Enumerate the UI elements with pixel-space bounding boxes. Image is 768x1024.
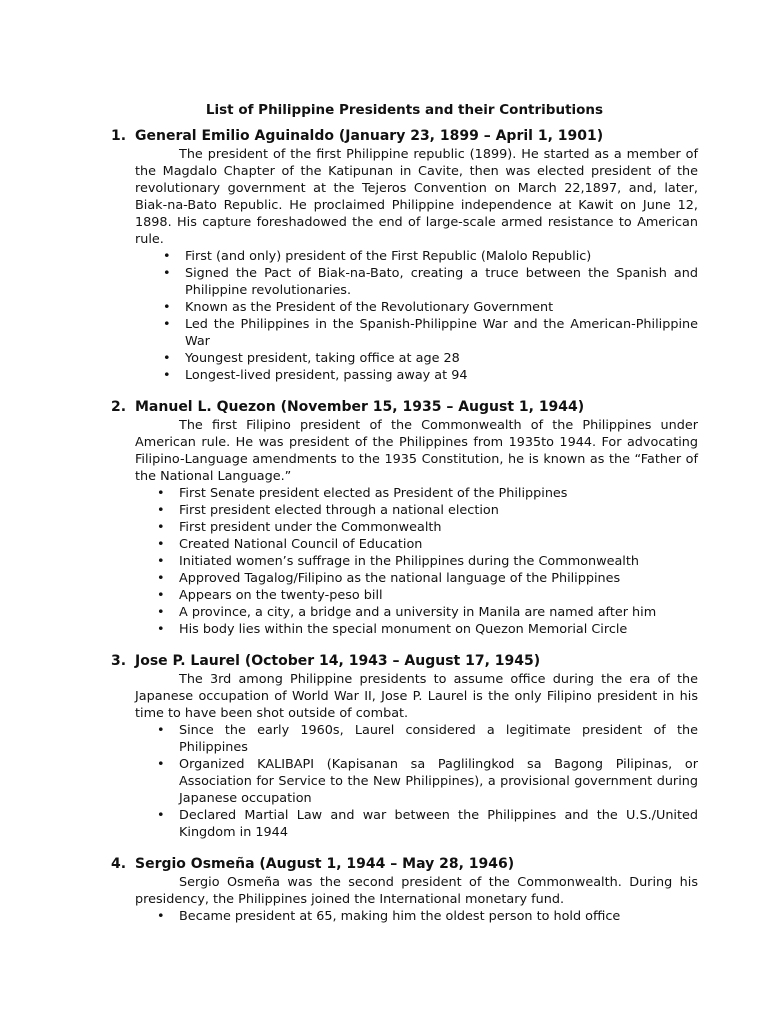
bullet-icon: • (163, 368, 171, 383)
section-number: 4. (111, 856, 127, 872)
section-heading (111, 652, 698, 671)
section-title: Manuel L. Quezon (November 15, 1935 – August 1, 1944) (135, 399, 585, 415)
list-item: • Initiated women’s suffrage in the Philippines during the Commonwealth (157, 554, 639, 569)
section-intro: The president of the first Philippine republic (1899). He started as a member of the Magdalo Chapter of the Katipunan in Cavite, then was elected president of the revolutionary government at the Tejeros Convention on March 22,1897, and, later, Biak-na-Bato Republic. He proclaimed Philippine independence at Kawit on June 12, 1898. His capture foreshadowed the end of large-scale armed resistance to American rule. (135, 147, 698, 247)
list-item: • A province, a city, a bridge and a university in Manila are named after him (157, 605, 657, 620)
list-item: • Approved Tagalog/Filipino as the national language of the Philippines (157, 571, 621, 586)
section-intro: Sergio Osmeña was the second president of the Commonwealth. During his presidency, the Philippines joined the International monetary fund. (135, 875, 698, 907)
bullet-icon: • (157, 909, 165, 924)
bullet-list (135, 485, 698, 638)
bullet-icon: • (157, 622, 165, 637)
section-title: Sergio Osmeña (August 1, 1944 – May 28, 1946) (135, 856, 515, 872)
list-item: • Since the early 1960s, Laurel considered a legitimate president of the Philippines (157, 723, 698, 755)
document-title: List of Philippine Presidents and their Contributions (205, 102, 604, 118)
bullet-icon: • (157, 571, 165, 586)
bullet-icon: • (163, 317, 171, 332)
section-osmena (111, 855, 698, 925)
bullet-icon: • (163, 249, 171, 264)
section-intro: The 3rd among Philippine presidents to assume office during the era of the Japanese occupation of World War II, Jose P. Laurel is the only Filipino president in his time to have been shot outside of combat. (135, 672, 698, 721)
bullet-icon: • (157, 605, 165, 620)
list-item: • Signed the Pact of Biak-na-Bato, creating a truce between the Spanish and Philippine revolutionaries. (163, 266, 698, 298)
list-item: • Led the Philippines in the Spanish-Philippine War and the American-Philippine War (163, 317, 698, 349)
section-number: 1. (111, 128, 127, 144)
section-aguinaldo (111, 127, 698, 384)
bullet-icon: • (157, 808, 165, 823)
bullet-icon: • (157, 723, 165, 738)
bullet-icon: • (157, 486, 165, 501)
list-item: • Created National Council of Education (157, 537, 423, 552)
bullet-list (135, 722, 698, 841)
bullet-icon: • (157, 520, 165, 535)
list-item: • Organized KALIBAPI (Kapisanan sa Paglilingkod sa Bagong Pilipinas, or Association for Service to the New Philippines), a provisional government during Japanese occupation (157, 757, 698, 806)
list-item: • Known as the President of the Revolutionary Government (163, 300, 554, 315)
bullet-icon: • (157, 503, 165, 518)
bullet-icon: • (157, 537, 165, 552)
section-number: 2. (111, 399, 127, 415)
bullet-icon: • (163, 300, 171, 315)
section-heading (111, 855, 698, 874)
bullet-list (135, 248, 698, 384)
list-item: • First Senate president elected as President of the Philippines (157, 486, 568, 501)
section-laurel (111, 652, 698, 841)
section-title: General Emilio Aguinaldo (January 23, 1899 – April 1, 1901) (135, 128, 604, 144)
list-item: • First president elected through a national election (157, 503, 499, 518)
list-item: • Youngest president, taking office at age 28 (163, 351, 460, 366)
bullet-icon: • (157, 554, 165, 569)
section-number: 3. (111, 653, 127, 669)
section-title: Jose P. Laurel (October 14, 1943 – August 17, 1945) (135, 653, 541, 669)
bullet-icon: • (157, 588, 165, 603)
list-item: • Appears on the twenty-peso bill (157, 588, 383, 603)
section-heading (111, 398, 698, 417)
list-item: • Became president at 65, making him the oldest person to hold office (157, 909, 621, 924)
list-item: • Longest-lived president, passing away at 94 (163, 368, 468, 383)
list-item: • Declared Martial Law and war between the Philippines and the U.S./United Kingdom in 1944 (157, 808, 698, 840)
bullet-list (135, 908, 698, 925)
bullet-icon: • (163, 351, 171, 366)
section-quezon (111, 398, 698, 638)
bullet-icon: • (163, 266, 171, 281)
bullet-icon: • (157, 757, 165, 772)
section-heading (111, 127, 698, 146)
section-intro: The first Filipino president of the Commonwealth of the Philippines under American rule. He was president of the Philippines from 1935to 1944. For advocating Filipino-Language amendments to the 1935 Constitution, he is known as the “Father of the National Language.” (135, 418, 698, 484)
list-item: • First (and only) president of the First Republic (Malolo Republic) (163, 249, 592, 264)
list-item: • His body lies within the special monument on Quezon Memorial Circle (157, 622, 628, 637)
list-item: • First president under the Commonwealth (157, 520, 442, 535)
